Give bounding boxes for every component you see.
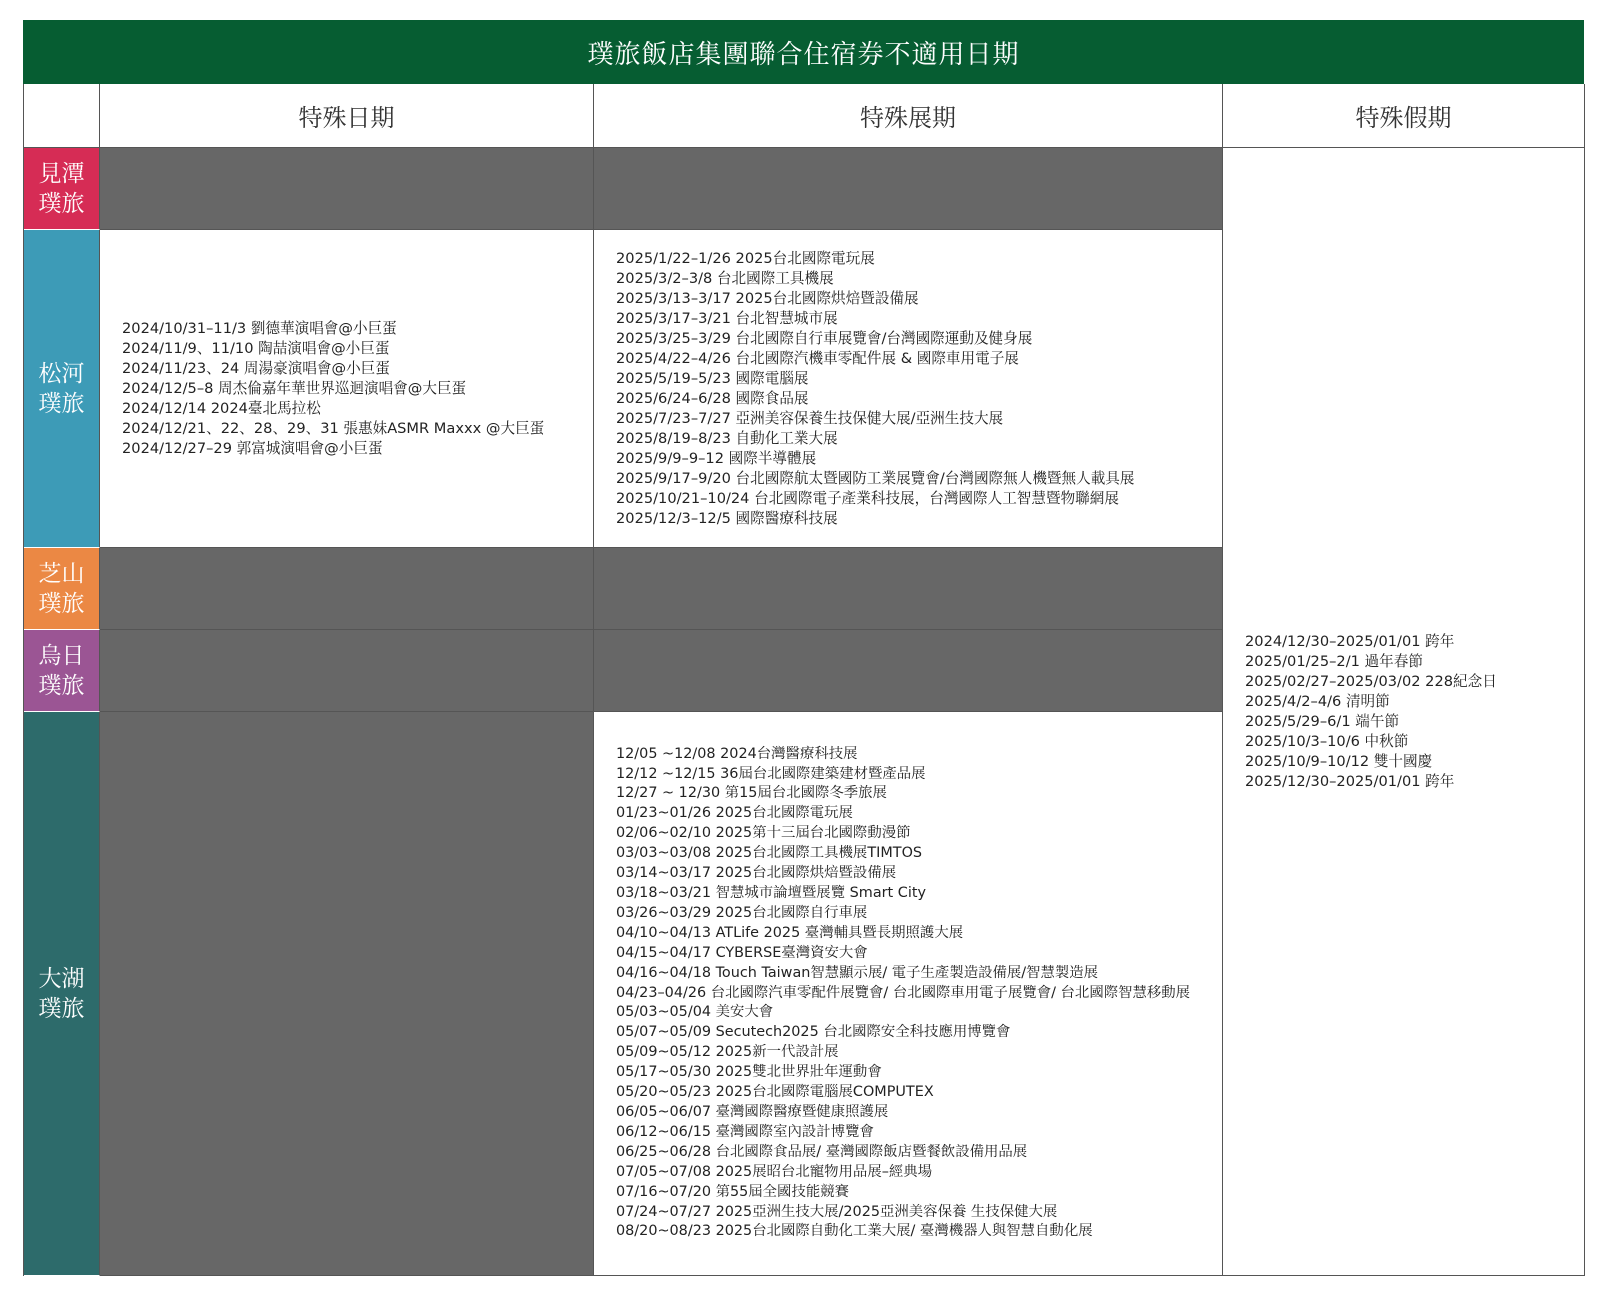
list-item: 04/16~04/18 Touch Taiwan智慧顯示展/ 電子生產製造設備展/智慧製造展 (616, 964, 1099, 981)
songhe-special-exhibitions (594, 230, 1223, 548)
list-item: 05/20~05/23 2025台北國際電腦展COMPUTEX (616, 1084, 934, 1101)
list-item: 03/03~03/08 2025台北國際工具機展TIMTOS (616, 845, 923, 862)
list-item: 07/16~07/20 第55屆全國技能競賽 (616, 1183, 850, 1200)
list-item: 2025/12/30–2025/01/01 跨年 (1245, 772, 1455, 790)
list-item: 05/09~05/12 2025新一代設計展 (616, 1044, 839, 1061)
hotel-name: 大湖 (38, 965, 85, 992)
list-item: 08/20~08/23 2025台北國際自動化工業大展/ 臺灣機器人與智慧自動化展 (616, 1223, 1093, 1240)
list-item: 04/23–04/26 台北國際汽車零配件展覽會/ 台北國際車用電子展覽會/ 台北國際智慧移動展 (616, 984, 1191, 1001)
list-item: 07/24~07/27 2025亞洲生技大展/2025亞洲美容保養 生技保健大展 (616, 1203, 1058, 1220)
wuri-exhibitions-unavailable (594, 630, 1223, 712)
list-item: 12/12 ~12/15 36屆台北國際建築建材暨產品展 (616, 765, 926, 782)
hotel-name: 松河 (38, 360, 85, 387)
list-item: 2025/7/23–7/27 亞洲美容保養生技保健大展/亞洲生技大展 (616, 409, 1004, 427)
hotel-name: 烏日 (38, 642, 85, 669)
list-item: 2025/3/2–3/8 台北國際工具機展 (616, 269, 834, 287)
hotel-brand: 璞旅 (38, 190, 85, 217)
list-item: 03/26~03/29 2025台北國際自行車展 (616, 904, 868, 921)
list-item: 2025/10/3–10/6 中秋節 (1245, 732, 1409, 750)
list-item: 01/23~01/26 2025台北國際電玩展 (616, 805, 853, 822)
hotel-label-jiantan (24, 148, 100, 230)
list-item: 2024/11/9、11/10 陶喆演唱會@小巨蛋 (122, 339, 390, 357)
header-special-dates: 特殊日期 (100, 84, 594, 148)
list-item: 05/17~05/30 2025雙北世界壯年運動會 (616, 1064, 882, 1081)
list-item: 06/25~06/28 台北國際食品展/ 臺灣國際飯店暨餐飲設備用品展 (616, 1143, 1028, 1160)
list-item: 2025/10/21–10/24 台北國際電子產業科技展，台灣國際人工智慧暨物聯網展 (616, 489, 1119, 507)
hotel-brand: 璞旅 (38, 590, 85, 617)
dahu-dates-unavailable (100, 712, 594, 1276)
list-item: 06/05~06/07 臺灣國際醫療暨健康照護展 (616, 1103, 889, 1120)
list-item: 2024/12/30–2025/01/01 跨年 (1245, 632, 1455, 650)
list-item: 2024/12/14 2024臺北馬拉松 (122, 399, 321, 417)
list-item: 2025/3/25–3/29 台北國際自行車展覽會/台灣國際運動及健身展 (616, 329, 1033, 347)
list-item: 2025/8/19–8/23 自動化工業大展 (616, 429, 838, 447)
dahu-special-exhibitions (594, 712, 1223, 1276)
hotel-brand: 璞旅 (38, 672, 85, 699)
jiantan-exhibitions-unavailable (594, 148, 1223, 230)
list-item: 03/18~03/21 智慧城市論壇暨展覽 Smart City (616, 885, 926, 902)
list-item: 2025/3/17–3/21 台北智慧城市展 (616, 309, 838, 327)
list-item: 2025/01/25–2/1 過年春節 (1245, 652, 1423, 670)
list-item: 05/07~05/09 Secutech2025 台北國際安全科技應用博覽會 (616, 1024, 1011, 1041)
list-item: 2025/4/22–4/26 台北國際汽機車零配件展 & 國際車用電子展 (616, 349, 1019, 367)
list-item: 2025/3/13–3/17 2025台北國際烘焙暨設備展 (616, 289, 919, 307)
header-special-exhibitions: 特殊展期 (594, 84, 1223, 148)
list-item: 2024/12/5–8 周杰倫嘉年華世界巡迴演唱會@大巨蛋 (122, 379, 467, 397)
special-holidays-list (1223, 148, 1585, 1276)
page-title: 璞旅飯店集團聯合住宿券不適用日期 (23, 20, 1584, 84)
list-item: 2025/12/3–12/5 國際醫療科技展 (616, 509, 838, 527)
list-item: 2025/1/22–1/26 2025台北國際電玩展 (616, 249, 875, 267)
songhe-special-dates (100, 230, 594, 548)
zhishan-dates-unavailable (100, 548, 594, 630)
jiantan-dates-unavailable (100, 148, 594, 230)
availability-sheet (23, 20, 1584, 1276)
hotel-label-zhishan (24, 548, 100, 630)
list-item: 2025/02/27–2025/03/02 228紀念日 (1245, 672, 1497, 690)
list-item: 2024/12/27–29 郭富城演唱會@小巨蛋 (122, 439, 383, 457)
list-item: 12/27 ~ 12/30 第15屆台北國際冬季旅展 (616, 785, 887, 802)
list-item: 2025/4/2–4/6 清明節 (1245, 692, 1390, 710)
list-item: 2024/11/23、24 周湯豪演唱會@小巨蛋 (122, 359, 390, 377)
hotel-name: 見潭 (38, 160, 85, 187)
corner-header (24, 84, 100, 148)
hotel-label-wuri (24, 630, 100, 712)
list-item: 12/05 ~12/08 2024台灣醫療科技展 (616, 745, 858, 762)
header-special-holidays: 特殊假期 (1223, 84, 1585, 148)
list-item: 2025/6/24–6/28 國際食品展 (616, 389, 809, 407)
availability-table (23, 84, 1584, 1276)
list-item: 03/14~03/17 2025台北國際烘焙暨設備展 (616, 865, 897, 882)
list-item: 07/05~07/08 2025展昭台北寵物用品展–經典場 (616, 1163, 933, 1180)
list-item: 2024/12/21、22、28、29、31 張惠妹ASMR Maxxx @大巨蛋 (122, 419, 545, 437)
hotel-name: 芝山 (38, 560, 85, 587)
list-item: 2025/5/29–6/1 端午節 (1245, 712, 1400, 730)
list-item: 05/03~05/04 美安大會 (616, 1004, 774, 1021)
hotel-label-songhe (24, 230, 100, 548)
list-item: 02/06~02/10 2025第十三屆台北國際動漫節 (616, 825, 911, 842)
list-item: 04/15~04/17 CYBERSE臺灣資安大會 (616, 944, 868, 961)
list-item: 06/12~06/15 臺灣國際室內設計博覽會 (616, 1123, 874, 1140)
hotel-label-dahu (24, 712, 100, 1276)
list-item: 2025/9/17–9/20 台北國際航太暨國防工業展覽會/台灣國際無人機暨無人載具展 (616, 469, 1135, 487)
list-item: 2024/10/31–11/3 劉德華演唱會@小巨蛋 (122, 319, 397, 337)
hotel-brand: 璞旅 (38, 390, 85, 417)
wuri-dates-unavailable (100, 630, 594, 712)
hotel-brand: 璞旅 (38, 995, 85, 1022)
zhishan-exhibitions-unavailable (594, 548, 1223, 630)
list-item: 2025/5/19–5/23 國際電腦展 (616, 369, 809, 387)
list-item: 04/10~04/13 ATLife 2025 臺灣輔具暨長期照護大展 (616, 924, 964, 941)
list-item: 2025/9/9–9–12 國際半導體展 (616, 449, 817, 467)
list-item: 2025/10/9–10/12 雙十國慶 (1245, 752, 1433, 770)
